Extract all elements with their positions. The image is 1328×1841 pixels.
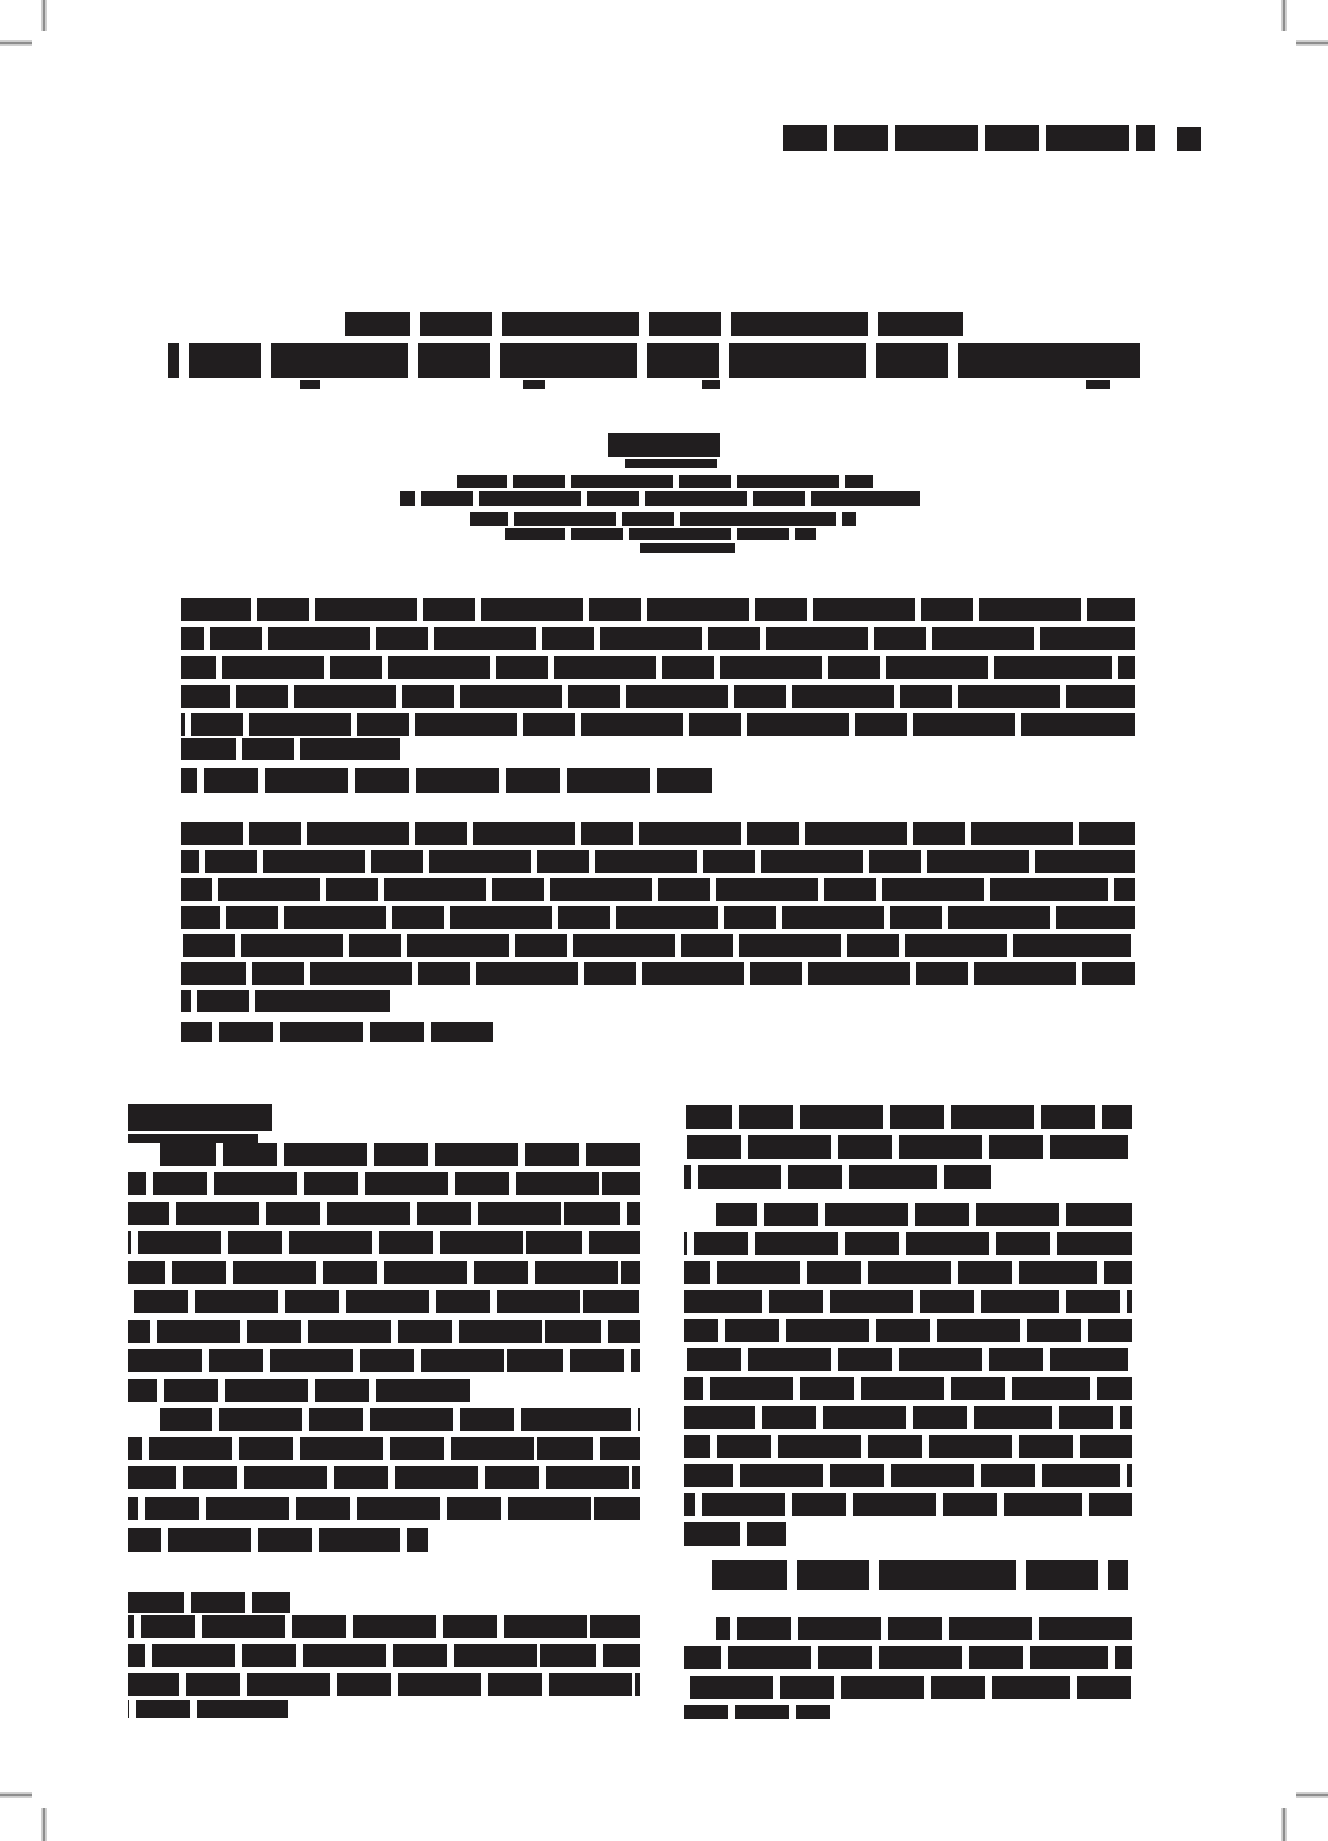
body-right-column-para1-lines-3 (684, 1165, 991, 1189)
body-right-column-para2-lines-6 (684, 1348, 1132, 1371)
body-right-column-para2-lines-4 (684, 1290, 1132, 1313)
abstract-de-lines-2 (181, 850, 1135, 873)
title-descender-1 (300, 380, 320, 389)
byline-affiliations-1 (457, 475, 873, 488)
left-heading-fragment (128, 1134, 258, 1143)
author-footnote-redacted (625, 459, 717, 468)
body-left-column-para1-lines-2 (128, 1172, 640, 1195)
abstract-en-lines-6 (181, 738, 400, 760)
crop-mark-top-left-horizontal (0, 40, 32, 46)
body-left-column-para3-lines-4 (128, 1673, 640, 1696)
body-right-column-para1-lines-1 (686, 1105, 1132, 1129)
abstract-de-lines-7 (181, 990, 390, 1012)
body-right-column-para3-lines-4 (684, 1705, 830, 1719)
abstract-de-lines-6 (181, 962, 1135, 985)
title-descender-2 (523, 380, 545, 389)
byline-affiliations-4 (505, 528, 816, 540)
body-right-column-para2-lines-11 (684, 1493, 1132, 1516)
byline-affiliations-5 (640, 543, 735, 553)
crop-mark-bottom-right-vertical (1281, 1808, 1287, 1841)
body-left-column-para2-lines-5 (128, 1528, 428, 1552)
body-right-column-para1-lines-2 (684, 1135, 1132, 1159)
body-left-column-para1-lines-4 (128, 1231, 640, 1254)
abstract-de-lines-3 (181, 878, 1135, 901)
body-right-column-para3-lines-3 (684, 1676, 1132, 1699)
body-left-column-para3-lines-1 (128, 1592, 290, 1613)
abstract-en-lines-3 (181, 656, 1135, 679)
body-right-column-para3-lines-1 (716, 1617, 1132, 1640)
body-left-column-para2-lines-4 (128, 1497, 640, 1520)
body-right-column-para2-lines-3 (684, 1261, 1132, 1284)
body-left-column-para3-lines-5 (128, 1700, 288, 1718)
doi-link-redacted (181, 1022, 493, 1042)
abstract-de-lines-4 (181, 906, 1135, 929)
crop-mark-top-right-vertical (1281, 0, 1287, 31)
article-title-line-2 (168, 343, 1140, 378)
author-name-redacted (608, 433, 720, 457)
body-left-column-para2-lines-3 (128, 1466, 640, 1489)
body-left-column-para1-lines-6 (128, 1290, 640, 1313)
body-right-column-para2-lines-12 (684, 1522, 786, 1546)
abstract-en-lines-1 (181, 598, 1135, 621)
body-left-column-para1-lines-3 (128, 1202, 640, 1225)
body-left-column-para1-lines-1 (160, 1143, 640, 1166)
crop-mark-bottom-left-vertical (41, 1808, 47, 1841)
crop-mark-top-right-horizontal (1296, 40, 1328, 46)
body-right-column-para2-lines-2 (684, 1232, 1132, 1255)
abstract-de-lines-1 (181, 822, 1135, 845)
crop-mark-bottom-left-horizontal (0, 1792, 32, 1798)
body-left-column-para2-lines-1 (160, 1408, 640, 1431)
body-left-column-para1-lines-9 (128, 1379, 470, 1402)
crop-mark-bottom-right-horizontal (1296, 1792, 1328, 1798)
body-left-column-para2-lines-2 (128, 1437, 640, 1460)
byline-affiliations-3 (470, 512, 856, 526)
page-number-redacted (1177, 127, 1201, 151)
body-left-column-para1-lines-7 (128, 1320, 640, 1343)
body-right-column-para2-lines-10 (684, 1464, 1132, 1487)
abstract-de-lines-5 (181, 934, 1135, 957)
abstract-en-lines-2 (181, 627, 1135, 650)
abstract-en-lines-4 (181, 685, 1135, 708)
body-right-column-para2-lines-8 (684, 1406, 1132, 1429)
abstract-en-lines-5 (181, 713, 1135, 736)
body-right-column-para3-lines-2 (684, 1646, 1132, 1669)
title-descender-4 (1086, 380, 1110, 389)
body-left-column-para1-lines-8 (128, 1349, 640, 1372)
title-descender-3 (702, 380, 720, 389)
body-left-column-para3-lines-3 (128, 1644, 640, 1667)
body-right-column-para2-lines-7 (684, 1377, 1132, 1400)
body-left-column-para3-lines-2 (128, 1615, 640, 1638)
body-right-column-para2-lines-1 (716, 1203, 1132, 1226)
body-right-column-para2-lines-5 (684, 1319, 1132, 1342)
keywords-line-redacted (181, 768, 712, 793)
crop-mark-top-left-vertical (41, 0, 47, 31)
body-left-column-para1-lines-5 (128, 1261, 640, 1284)
body-right-column-para2-lines-9 (684, 1435, 1132, 1458)
journal-citation-redacted (783, 125, 1155, 151)
left-section-heading-redacted (128, 1104, 272, 1131)
byline-affiliations-2 (400, 491, 920, 506)
article-title-line-1 (345, 312, 963, 336)
right-section-heading-redacted (712, 1560, 1128, 1590)
